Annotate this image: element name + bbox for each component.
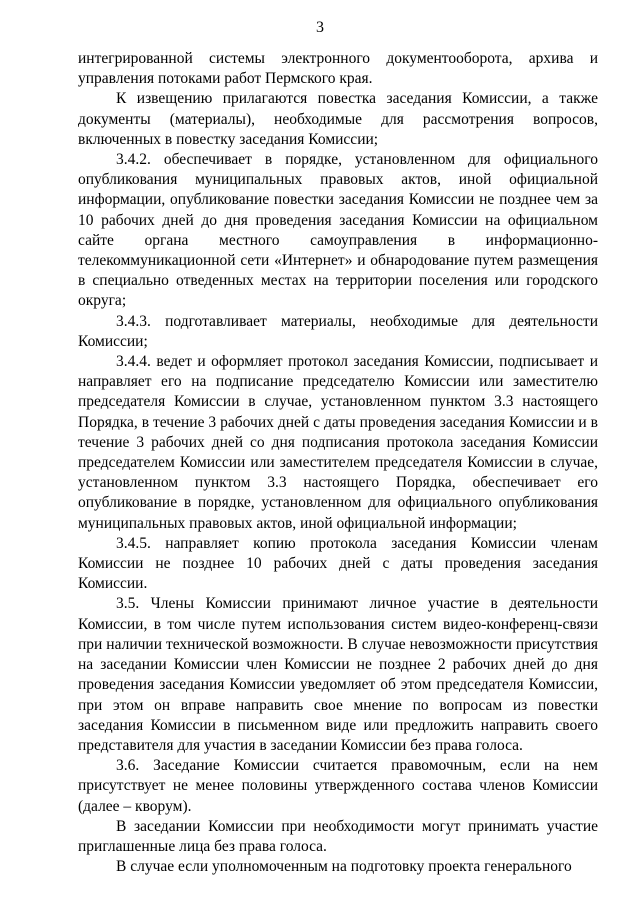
paragraph-general-plan: В случае если уполномоченным на подготовку проекта генерального	[116, 858, 572, 876]
paragraph-3-4-5: 3.4.5. направляет копию протокола заседания Комиссии членам Комиссии не позднее 10 рабочих дней с даты проведения заседания Комиссии.	[78, 534, 598, 593]
paragraph-3-4-3: 3.4.3. подготавливает материалы, необходимые для деятельности Комиссии;	[78, 312, 598, 350]
paragraph-3-4-4: 3.4.4. ведет и оформляет протокол заседания Комиссии, подписывает и направляет его на подписание председателю Комиссии или заместителю председателя Комиссии в случае, установленном пунктом 3.3 настоящего Порядка, в течение 3 рабочих дней с даты проведения заседания Комиссии и в течение 3 рабочих дней со дня подписания протокола заседания Комиссии председателем Комиссии или заместителем председателя Комиссии в случае, установленном пунктом 3.3 настоящего Порядка, обеспечивает его опубликование в порядке, установленном для официального опубликования муниципальных правовых актов, иной официальной информации;	[78, 353, 598, 532]
page-number: 3	[316, 19, 324, 36]
paragraph-3-6: 3.6. Заседание Комиссии считается правомочным, если на нем присутствует не менее половины утвержденного состава членов Комиссии (далее – кворум).	[78, 757, 598, 815]
paragraph-3-5: 3.5. Члены Комиссии принимают личное участие в деятельности Комиссии, в том числе путем использования систем видео-конференц-связи при наличии технической возможности. В случае невозможности присутствия на заседании Комиссии член Комиссии не позднее 2 рабочих дней до дня проведения заседания Комиссии уведомляет об этом председателя Комиссии, при этом он вправе направить свое мнение по вопросам из повестки заседания Комиссии в письменном виде или предложить направить своего представителя для участия в заседании Комиссии без права голоса.	[78, 595, 598, 754]
paragraph-attachments: К извещению прилагаются повестка заседания Комиссии, а также документы (материалы), необходимые для рассмотрения вопросов, включенных в повестку заседания Комиссии;	[78, 90, 598, 148]
paragraph-3-4-2: 3.4.2. обеспечивает в порядке, установленном для официального опубликования муниципальных правовых актов, иной официальной информации, опубликование повестки заседания Комиссии не позднее чем за 10 рабочих дней до дня проведения заседания Комиссии на официальном сайте органа местного самоуправления в информационно-телекоммуникационной сети «Интернет» и обнародование путем размещения в специально отведенных местах на территории поселения или городского округа;	[78, 151, 598, 310]
paragraph-continuation: интегрированной системы электронного документооборота, архива и управления потоками работ Пермского края.	[78, 50, 598, 88]
body-text	[78, 49, 598, 877]
paragraph-invited-persons: В заседании Комиссии при необходимости могут принимать участие приглашенные лица без права голоса.	[78, 817, 598, 855]
